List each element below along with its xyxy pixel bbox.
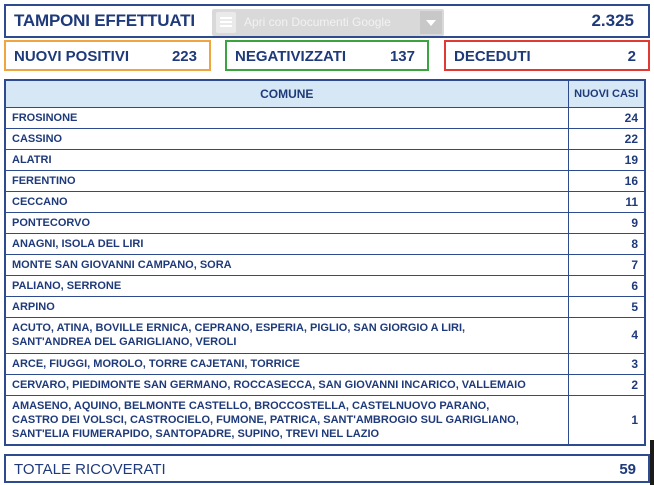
window-edge	[650, 440, 654, 485]
open-with-google-docs-label: Apri con Documenti Google	[244, 15, 391, 29]
nuovi-casi-cell: 8	[568, 233, 645, 254]
comune-cell: MONTE SAN GIOVANNI CAMPANO, SORA	[5, 254, 568, 275]
table-row	[5, 170, 645, 191]
nuovi-casi-cell: 22	[568, 128, 645, 149]
comune-cell: AMASENO, AQUINO, BELMONTE CASTELLO, BROCCOSTELLA, CASTELNUOVO PARANO, CASTRO DEI VOLSCI, CASTROCIELO, FUMONE, PATRICA, SANT'AMBROGIO SUL GARIGLIANO, SANT'ELIA FIUMERAPIDO, SANTOPADRE, SUPINO, TREVI NEL LAZIO	[5, 395, 568, 445]
table-row	[5, 353, 645, 374]
table-row	[5, 395, 645, 445]
table-row	[5, 275, 645, 296]
deceduti-box	[444, 40, 650, 71]
comune-cell: CECCANO	[5, 191, 568, 212]
comune-cell: ARPINO	[5, 296, 568, 317]
nuovi-positivi-box	[4, 40, 211, 71]
negativizzati-value: 137	[389, 48, 415, 65]
nuovi-casi-cell: 2	[568, 374, 645, 395]
tamponi-bar	[4, 4, 650, 38]
comune-cell: ACUTO, ATINA, BOVILLE ERNICA, CEPRANO, ESPERIA, PIGLIO, SAN GIORGIO A LIRI, SANT'ANDREA DEL GARIGLIANO, VEROLI	[5, 317, 568, 353]
nuovi-positivi-label: NUOVI POSITIVI	[14, 48, 130, 65]
comune-cell: PONTECORVO	[5, 212, 568, 233]
table-row	[5, 128, 645, 149]
chevron-down-icon[interactable]	[420, 11, 442, 34]
table-row	[5, 107, 645, 128]
nuovi-casi-column-header: NUOVI CASI	[568, 80, 645, 107]
nuovi-casi-cell: 24	[568, 107, 645, 128]
comune-cell: ANAGNI, ISOLA DEL LIRI	[5, 233, 568, 254]
open-with-google-docs-button[interactable]	[212, 9, 444, 36]
comune-cell: PALIANO, SERRONE	[5, 275, 568, 296]
comune-cell: ARCE, FIUGGI, MOROLO, TORRE CAJETANI, TORRICE	[5, 353, 568, 374]
nuovi-casi-cell: 11	[568, 191, 645, 212]
nuovi-casi-cell: 16	[568, 170, 645, 191]
nuovi-casi-cell: 6	[568, 275, 645, 296]
tamponi-value: 2.325	[591, 11, 634, 30]
table-row	[5, 254, 645, 275]
negativizzati-box	[225, 40, 429, 71]
nuovi-casi-cell: 4	[568, 317, 645, 353]
table-row	[5, 317, 645, 353]
nuovi-casi-cell: 9	[568, 212, 645, 233]
doc-icon	[216, 12, 236, 33]
cases-table	[4, 79, 646, 446]
comune-cell: CERVARO, PIEDIMONTE SAN GERMANO, ROCCASECCA, SAN GIOVANNI INCARICO, VALLEMAIO	[5, 374, 568, 395]
table-row	[5, 212, 645, 233]
tamponi-label: TAMPONI EFFETTUATI	[14, 11, 195, 30]
comune-cell: FROSINONE	[5, 107, 568, 128]
deceduti-label: DECEDUTI	[454, 48, 531, 65]
comune-cell: FERENTINO	[5, 170, 568, 191]
deceduti-value: 2	[627, 48, 636, 65]
nuovi-casi-cell: 1	[568, 395, 645, 445]
nuovi-casi-cell: 5	[568, 296, 645, 317]
table-header-row	[5, 80, 645, 107]
totale-ricoverati-bar	[4, 454, 650, 483]
table-row	[5, 296, 645, 317]
totale-ricoverati-label: TOTALE RICOVERATI	[14, 461, 166, 478]
totale-ricoverati-value: 59	[619, 461, 636, 478]
nuovi-casi-cell: 3	[568, 353, 645, 374]
table-row	[5, 374, 645, 395]
comune-cell: ALATRI	[5, 149, 568, 170]
negativizzati-label: NEGATIVIZZATI	[235, 48, 347, 65]
nuovi-casi-cell: 7	[568, 254, 645, 275]
comune-cell: CASSINO	[5, 128, 568, 149]
nuovi-positivi-value: 223	[171, 48, 197, 65]
nuovi-casi-cell: 19	[568, 149, 645, 170]
table-row	[5, 191, 645, 212]
comune-column-header: COMUNE	[5, 80, 568, 107]
table-row	[5, 149, 645, 170]
table-row	[5, 233, 645, 254]
